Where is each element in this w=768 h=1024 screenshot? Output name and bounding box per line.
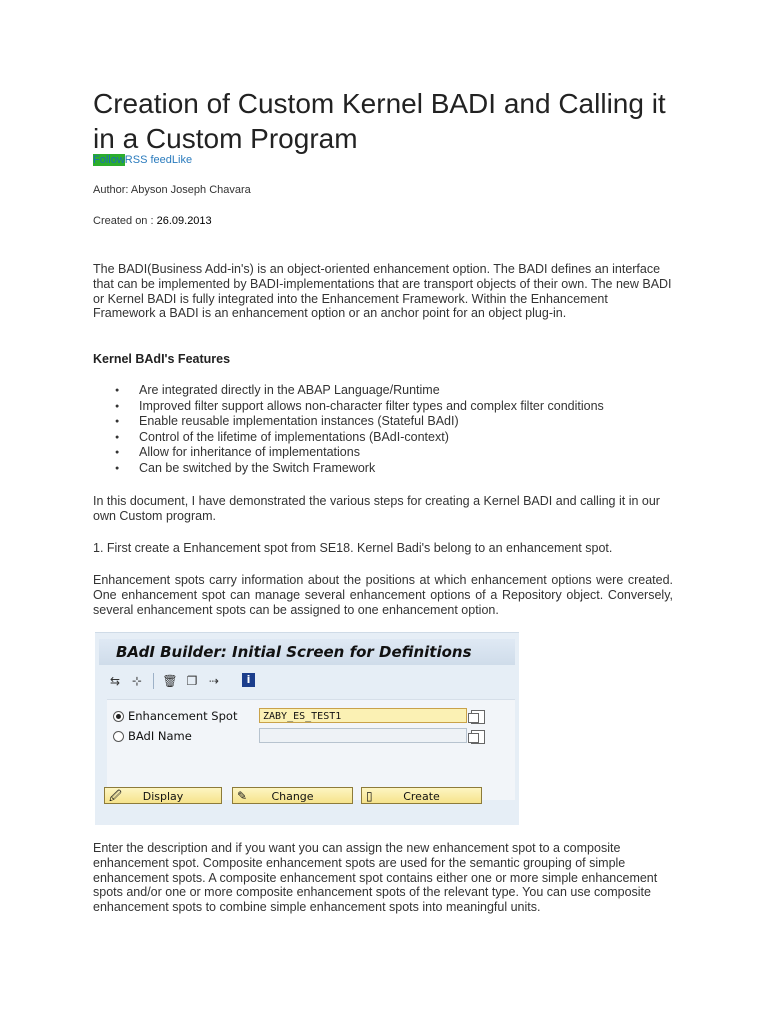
follow-link[interactable]: Follow	[93, 154, 125, 166]
enhancement-spot-input[interactable]: ZABY_ES_TEST1	[259, 708, 467, 723]
radio-enhancement-spot[interactable]	[113, 709, 237, 723]
change-label: Change	[271, 790, 314, 803]
radio-unselected-icon[interactable]	[113, 731, 124, 742]
list-item: ● Can be switched by the Switch Framework	[93, 461, 604, 477]
rename-icon[interactable]: ⇢	[208, 674, 220, 688]
list-item: ● Allow for inheritance of implementations	[93, 445, 604, 461]
demo-paragraph: In this document, I have demonstrated the various steps for creating a Kernel BADI and calling it in our own Custom program.	[93, 494, 660, 523]
badi-name-input[interactable]	[259, 728, 467, 743]
list-item: ● Improved filter support allows non-character filter types and complex filter conditions	[93, 399, 604, 415]
author: Author: Abyson Joseph Chavara	[93, 184, 251, 196]
sap-title: BAdI Builder: Initial Screen for Definitions	[99, 639, 515, 665]
step-1: 1. First create a Enhancement spot from SE18. Kernel Badi's belong to an enhancement spot.	[93, 541, 613, 555]
created-label: Created on :	[93, 215, 154, 227]
description-paragraph: Enter the description and if you want you can assign the new enhancement spot to a composite enhancement spot. Composite enhancement spots are used for the semantic grouping of simple enhancement spots. A composite enhancement spot contains either one or more simple enhancement spots and/or one or more composite enhancement spots of the relevant type. You can use composite enhancement spots to combine simple enhancement spots into meaningful units.	[93, 841, 658, 915]
page-title: Creation of Custom Kernel BADI and Calling it in a Custom Program	[93, 88, 666, 154]
create-label: Create	[403, 790, 440, 803]
like-link[interactable]: Like	[171, 154, 193, 166]
display-button[interactable]	[104, 787, 222, 804]
social-links	[93, 154, 192, 167]
create-button[interactable]	[361, 787, 482, 804]
delete-icon[interactable]: 🗑	[162, 674, 178, 688]
features-list	[93, 383, 604, 477]
pencil-icon: ✎	[237, 789, 248, 803]
radio-badi-name-label: BAdI Name	[128, 729, 192, 743]
other-object-icon[interactable]: ⇆	[109, 674, 121, 688]
list-item: ● Are integrated directly in the ABAP Language/Runtime	[93, 383, 604, 399]
spots-paragraph: Enhancement spots carry information about the positions at which enhancement options were created. One enhancement spot can manage several enhancement options of a Repository object. Conversely, several enhancement spots can be assigned to one enhancement option.	[93, 573, 673, 617]
created-date: 26.09.2013	[156, 215, 212, 227]
toolbar-separator	[153, 673, 154, 689]
new-document-icon: ▯	[366, 789, 373, 803]
selection-panel	[107, 699, 515, 800]
hierarchy-icon[interactable]: ⊹	[131, 674, 143, 688]
radio-enhancement-spot-label: Enhancement Spot	[128, 709, 238, 723]
value-help-icon[interactable]	[471, 710, 485, 724]
list-item: ● Control of the lifetime of implementations (BAdI-context)	[93, 430, 604, 446]
sap-screenshot	[95, 632, 519, 825]
created-on	[93, 215, 212, 228]
copy-icon[interactable]: ❐	[186, 674, 198, 688]
display-label: Display	[142, 790, 184, 803]
rss-feed-link[interactable]: RSS feed	[124, 154, 172, 166]
display-icon: 🖉	[109, 789, 122, 803]
intro-paragraph: The BADI(Business Add-in's) is an object-oriented enhancement option. The BADI defines an interface that can be implemented by BADI-implementations that are transport objects of their own. The new BADI or Kernel BADI is fully integrated into the Enhancement Framework. Within the Enhancement Framework a BADI is an enhancement option or an anchor point for an object plug-in.	[93, 262, 672, 321]
info-icon[interactable]: i	[242, 673, 255, 687]
list-item: ● Enable reusable implementation instances (Stateful BAdI)	[93, 414, 604, 430]
radio-selected-icon[interactable]	[113, 711, 124, 722]
value-help-icon[interactable]	[471, 730, 485, 744]
change-button[interactable]	[232, 787, 353, 804]
features-heading: Kernel BAdI's Features	[93, 352, 231, 366]
radio-badi-name[interactable]	[113, 729, 192, 743]
sap-toolbar	[107, 673, 255, 691]
